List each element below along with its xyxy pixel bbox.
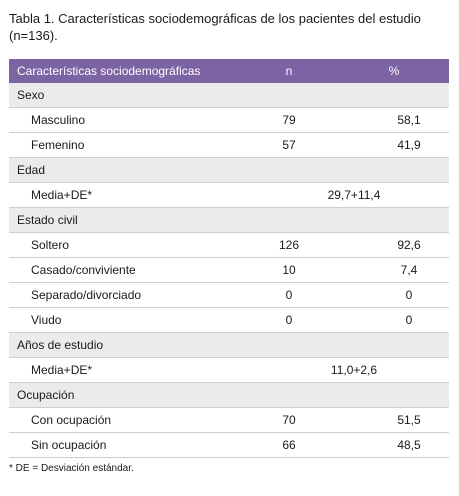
row-percent: 7,4 (339, 258, 449, 283)
row-n: 0 (239, 308, 339, 333)
sociodemographic-table (9, 59, 449, 458)
row-n: 126 (239, 233, 339, 258)
table-row (9, 183, 449, 208)
row-n: 10 (239, 258, 339, 283)
table-caption: Tabla 1. Características sociodemográficas de los pacientes del estudio (n=136). (9, 11, 421, 43)
row-label: Viudo (9, 308, 239, 333)
row-label: Con ocupación (9, 408, 239, 433)
group-row-edad (9, 158, 449, 183)
row-percent: 0 (339, 283, 449, 308)
table-row (9, 308, 449, 333)
row-n: 0 (239, 283, 339, 308)
header-percent: % (339, 59, 449, 83)
row-percent: 48,5 (339, 433, 449, 458)
row-label: Casado/conviviente (9, 258, 239, 283)
group-label-sexo: Sexo (9, 83, 449, 108)
group-row-sexo (9, 83, 449, 108)
row-n: 66 (239, 433, 339, 458)
row-label: Masculino (9, 108, 239, 133)
row-label: Sin ocupación (9, 433, 239, 458)
row-label: Media+DE* (9, 183, 239, 208)
table-header-row (9, 59, 449, 83)
group-row-ocupacion (9, 383, 449, 408)
header-n: n (239, 59, 339, 83)
row-mean-sd: 11,0+2,6 (239, 358, 449, 383)
row-label: Soltero (9, 233, 239, 258)
row-percent: 51,5 (339, 408, 449, 433)
row-percent: 92,6 (339, 233, 449, 258)
group-label-ocupacion: Ocupación (9, 383, 449, 408)
row-n: 79 (239, 108, 339, 133)
row-percent: 0 (339, 308, 449, 333)
table-row (9, 133, 449, 158)
header-characteristics: Características sociodemográficas (9, 59, 239, 83)
table-footnote: * DE = Desviación estándar. (9, 463, 134, 474)
table-row (9, 233, 449, 258)
row-label: Femenino (9, 133, 239, 158)
table-row (9, 258, 449, 283)
row-percent: 41,9 (339, 133, 449, 158)
group-label-edad: Edad (9, 158, 449, 183)
group-label-anos-estudio: Años de estudio (9, 333, 449, 358)
row-percent: 58,1 (339, 108, 449, 133)
table-row (9, 408, 449, 433)
table-row (9, 433, 449, 458)
row-label: Separado/divorciado (9, 283, 239, 308)
table-row (9, 358, 449, 383)
row-label: Media+DE* (9, 358, 239, 383)
group-label-estado-civil: Estado civil (9, 208, 449, 233)
row-n: 70 (239, 408, 339, 433)
row-mean-sd: 29,7+11,4 (239, 183, 449, 208)
table-row (9, 108, 449, 133)
row-n: 57 (239, 133, 339, 158)
table-row (9, 283, 449, 308)
group-row-estado-civil (9, 208, 449, 233)
group-row-anos-estudio (9, 333, 449, 358)
